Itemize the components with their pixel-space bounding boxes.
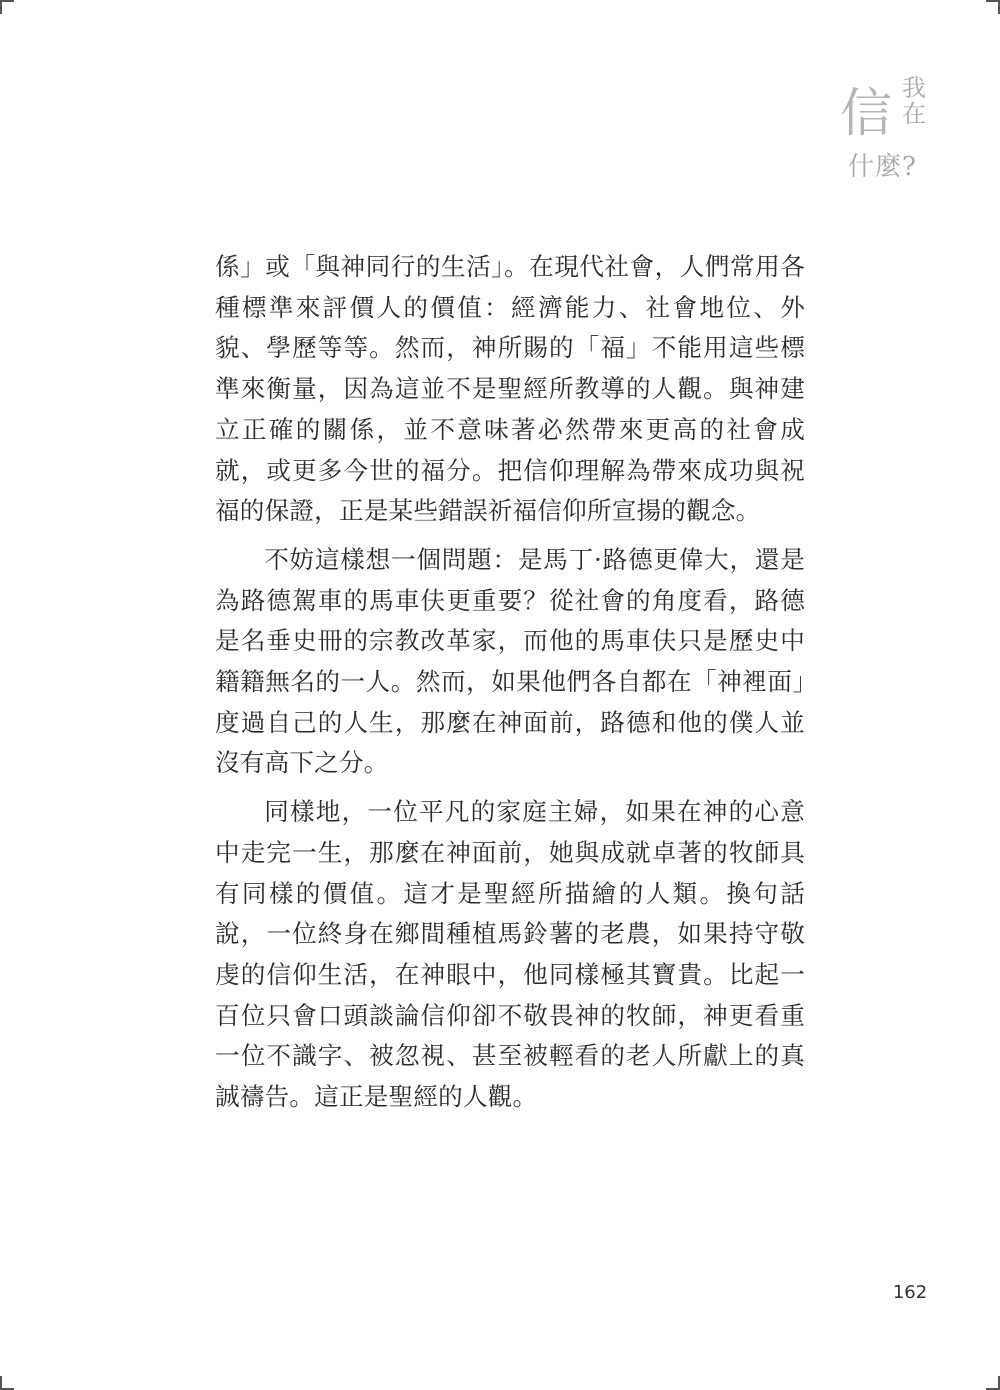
body-text xyxy=(215,247,805,1126)
crop-mark-top-left xyxy=(0,0,14,2)
running-head-char-wo: 我 xyxy=(902,74,926,102)
running-head-tail: 什麼? xyxy=(848,152,917,182)
running-head-char-zai: 在 xyxy=(902,100,926,128)
running-head xyxy=(838,74,948,208)
crop-mark-top-left xyxy=(0,0,2,14)
running-head-big-char: 信 xyxy=(840,84,893,144)
paragraph: 不妨這樣想一個問題：是馬丁·路德更偉大，還是為路德駕車的馬車伕更重要？從社會的角度看，路德是名垂史冊的宗教改革家，而他的馬車伕只是歷史中籍籍無名的一人。然而，如果他們各自都在「神裡面」度過自己的人生，那麼在神面前，路德和他的僕人並沒有高下之分。 xyxy=(215,544,805,778)
paragraph: 係」或「與神同行的生活」。在現代社會，人們常用各種標準來評價人的價值：經濟能力、社會地位、外貌、學歷等等。然而，神所賜的「福」不能用這些標準來衡量，因為這並不是聖經所教導的人觀。與神建立正確的關係，並不意味著必然帶來更高的社會成就，或更多今世的福分。把信仰理解為帶來成功與祝福的保證，正是某些錯誤祈福信仰所宣揚的觀念。 xyxy=(215,252,805,526)
paragraph: 同樣地，一位平凡的家庭主婦，如果在神的心意中走完一生，那麼在神面前，她與成就卓著的牧師具有同樣的價值。這才是聖經所描繪的人類。換句話說，一位終身在鄉間種植馬鈴薯的老農，如果持守敬虔的信仰生活，在神眼中，他同樣極其寶貴。比起一百位只會口頭談論信仰卻不敬畏神的牧師，神更看重一位不識字、被忽視、甚至被輕看的老人所獻上的真誠禱告。這正是聖經的人觀。 xyxy=(215,797,805,1112)
page-number: 162 xyxy=(892,1282,928,1303)
crop-mark-top-right xyxy=(986,0,1000,2)
